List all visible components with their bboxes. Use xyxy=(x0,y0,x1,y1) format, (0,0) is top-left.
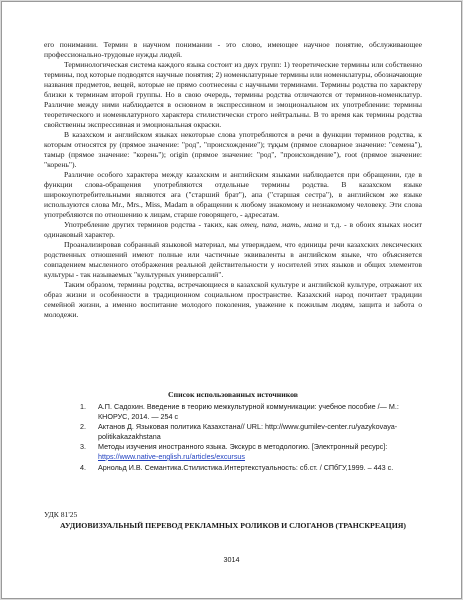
reference-number: 2. xyxy=(80,422,86,432)
reference-text: Арнольд И.В. Семантика.Стилистика.Интертекстуальность: сб.ст. / СПбГУ,1999. – 443 с. xyxy=(98,462,394,472)
paragraph: Терминологическая система каждого языка состоит из двух групп: 1) теоретические термины или собственно термины, под которые подводятся научные понятия; 2) номенклатурные термины или номенклатуры, обозначающие названия предметов, вещей, которые не прямо соотнесены с научными терминами. Термины родства по характеру близки к терминам второй группы. Но в свою очередь, термины родства отличаются от терминов-номенклатур. Различие между ними наблюдается в основном в экспрессивном и эмоциональном их употреблении: термины теоретического и номенклатурного характера стилистически строго нейтральны. В то время как термины родства свойственны экспрессивная и эмоциональная окраски. xyxy=(44,60,422,129)
paragraph xyxy=(44,220,422,240)
paragraph-text: Различие особого характера между казахским и английским языками наблюдается при обращении, где в функции слова-обращения употребляются отдельные термины родства. В казахском языке широкоупотребительными являются аға ("старший брат"), апа ("старшая сестра"), в английском же языке используются слова Mr., Mrs., Miss, Madam в обращении к xyxy=(44,170,422,209)
document-page xyxy=(1,1,462,599)
paragraph: его понимании. Термин в научном понимании - это слово, имеющее научное понятие, обслуживающее профессионально-трудовые нужды людей. xyxy=(44,40,422,59)
reference-text: Методы изучения иностранного языка. Экскурс в методологию. [Электронный ресурс]: xyxy=(98,442,388,452)
reference-link[interactable]: https://www.native-english.ru/articles/excursus xyxy=(98,451,246,461)
reference-text: А.П. Садохин. Введение в теорию межкультурной коммуникации: учебное пособие /— М.: КНОРУС, 2014. — 254 с xyxy=(98,402,399,421)
paragraph-text: любому знакомому и незнакомому человеку. Эти слова употребляются по отношению к лицам, старше говорящего, - адресатам. xyxy=(44,200,422,219)
references-list xyxy=(80,402,400,473)
paragraph-text: Употребление других терминов родства - таких, как xyxy=(64,220,241,229)
reference-number: 4. xyxy=(80,462,86,472)
paragraph: В казахском и английском языках некоторые слова употребляются в речи в функции терминов родства, к которым относятся ру (прямое значение: "род", "происхождение"); тұқым (прямое словарное значение: "семена"), тамыр (прямое значение: "корень"); origin (прямое значение: "род", "происхождение"), root (прямое значение: "корень"). xyxy=(44,130,422,169)
paragraph-text: и т.д. - в обоих языках носит одинаковый характер. xyxy=(44,220,422,239)
paragraph: Таким образом, термины родства, встречающиеся в казахской культуре и английской культуре, отражают их образ жизни и особенности в традиционном социальном пространстве. Казахский народ почитает традиции семейной жизни, а именно воспитание молодого поколения, уважение к пожилым людям, защита и забота о молодежи. xyxy=(44,280,422,319)
reference-item xyxy=(80,402,400,421)
udk-code: УДК 81'25 xyxy=(44,510,78,519)
reference-text: Актанов Д. Языковая политика Казахстана// URL: http://www.gumilev-center.ru/yazykovaya-politikakazakhstana xyxy=(98,422,398,441)
paragraph xyxy=(44,170,422,220)
reference-item xyxy=(80,422,400,441)
reference-item xyxy=(80,442,400,461)
paragraph: Проанализировав собранный языковой материал, мы утверждаем, что единицы речи казахских лексических родственных отношений имеют полные или частичные эквиваленты в английском языке, что объясняется совпадением мысленного отображения реальной действительности у носителей этих языков и общих элементов культуры - так называемых "культурных универсалий". xyxy=(44,240,422,279)
reference-number: 1. xyxy=(80,402,86,411)
emphasized-text: отец, папа, мать, мама xyxy=(240,220,322,229)
body-text xyxy=(44,40,422,320)
reference-number: 3. xyxy=(80,442,86,452)
references-title: Список использованных источников xyxy=(167,390,299,399)
article-title: АУДИОВИЗУАЛЬНЫЙ ПЕРЕВОД РЕКЛАМНЫХ РОЛИКОВ И СЛОГАНОВ (ТРАНСКРЕАЦИЯ) xyxy=(59,521,407,530)
reference-item xyxy=(80,463,400,473)
page-number: 3014 xyxy=(223,555,240,564)
